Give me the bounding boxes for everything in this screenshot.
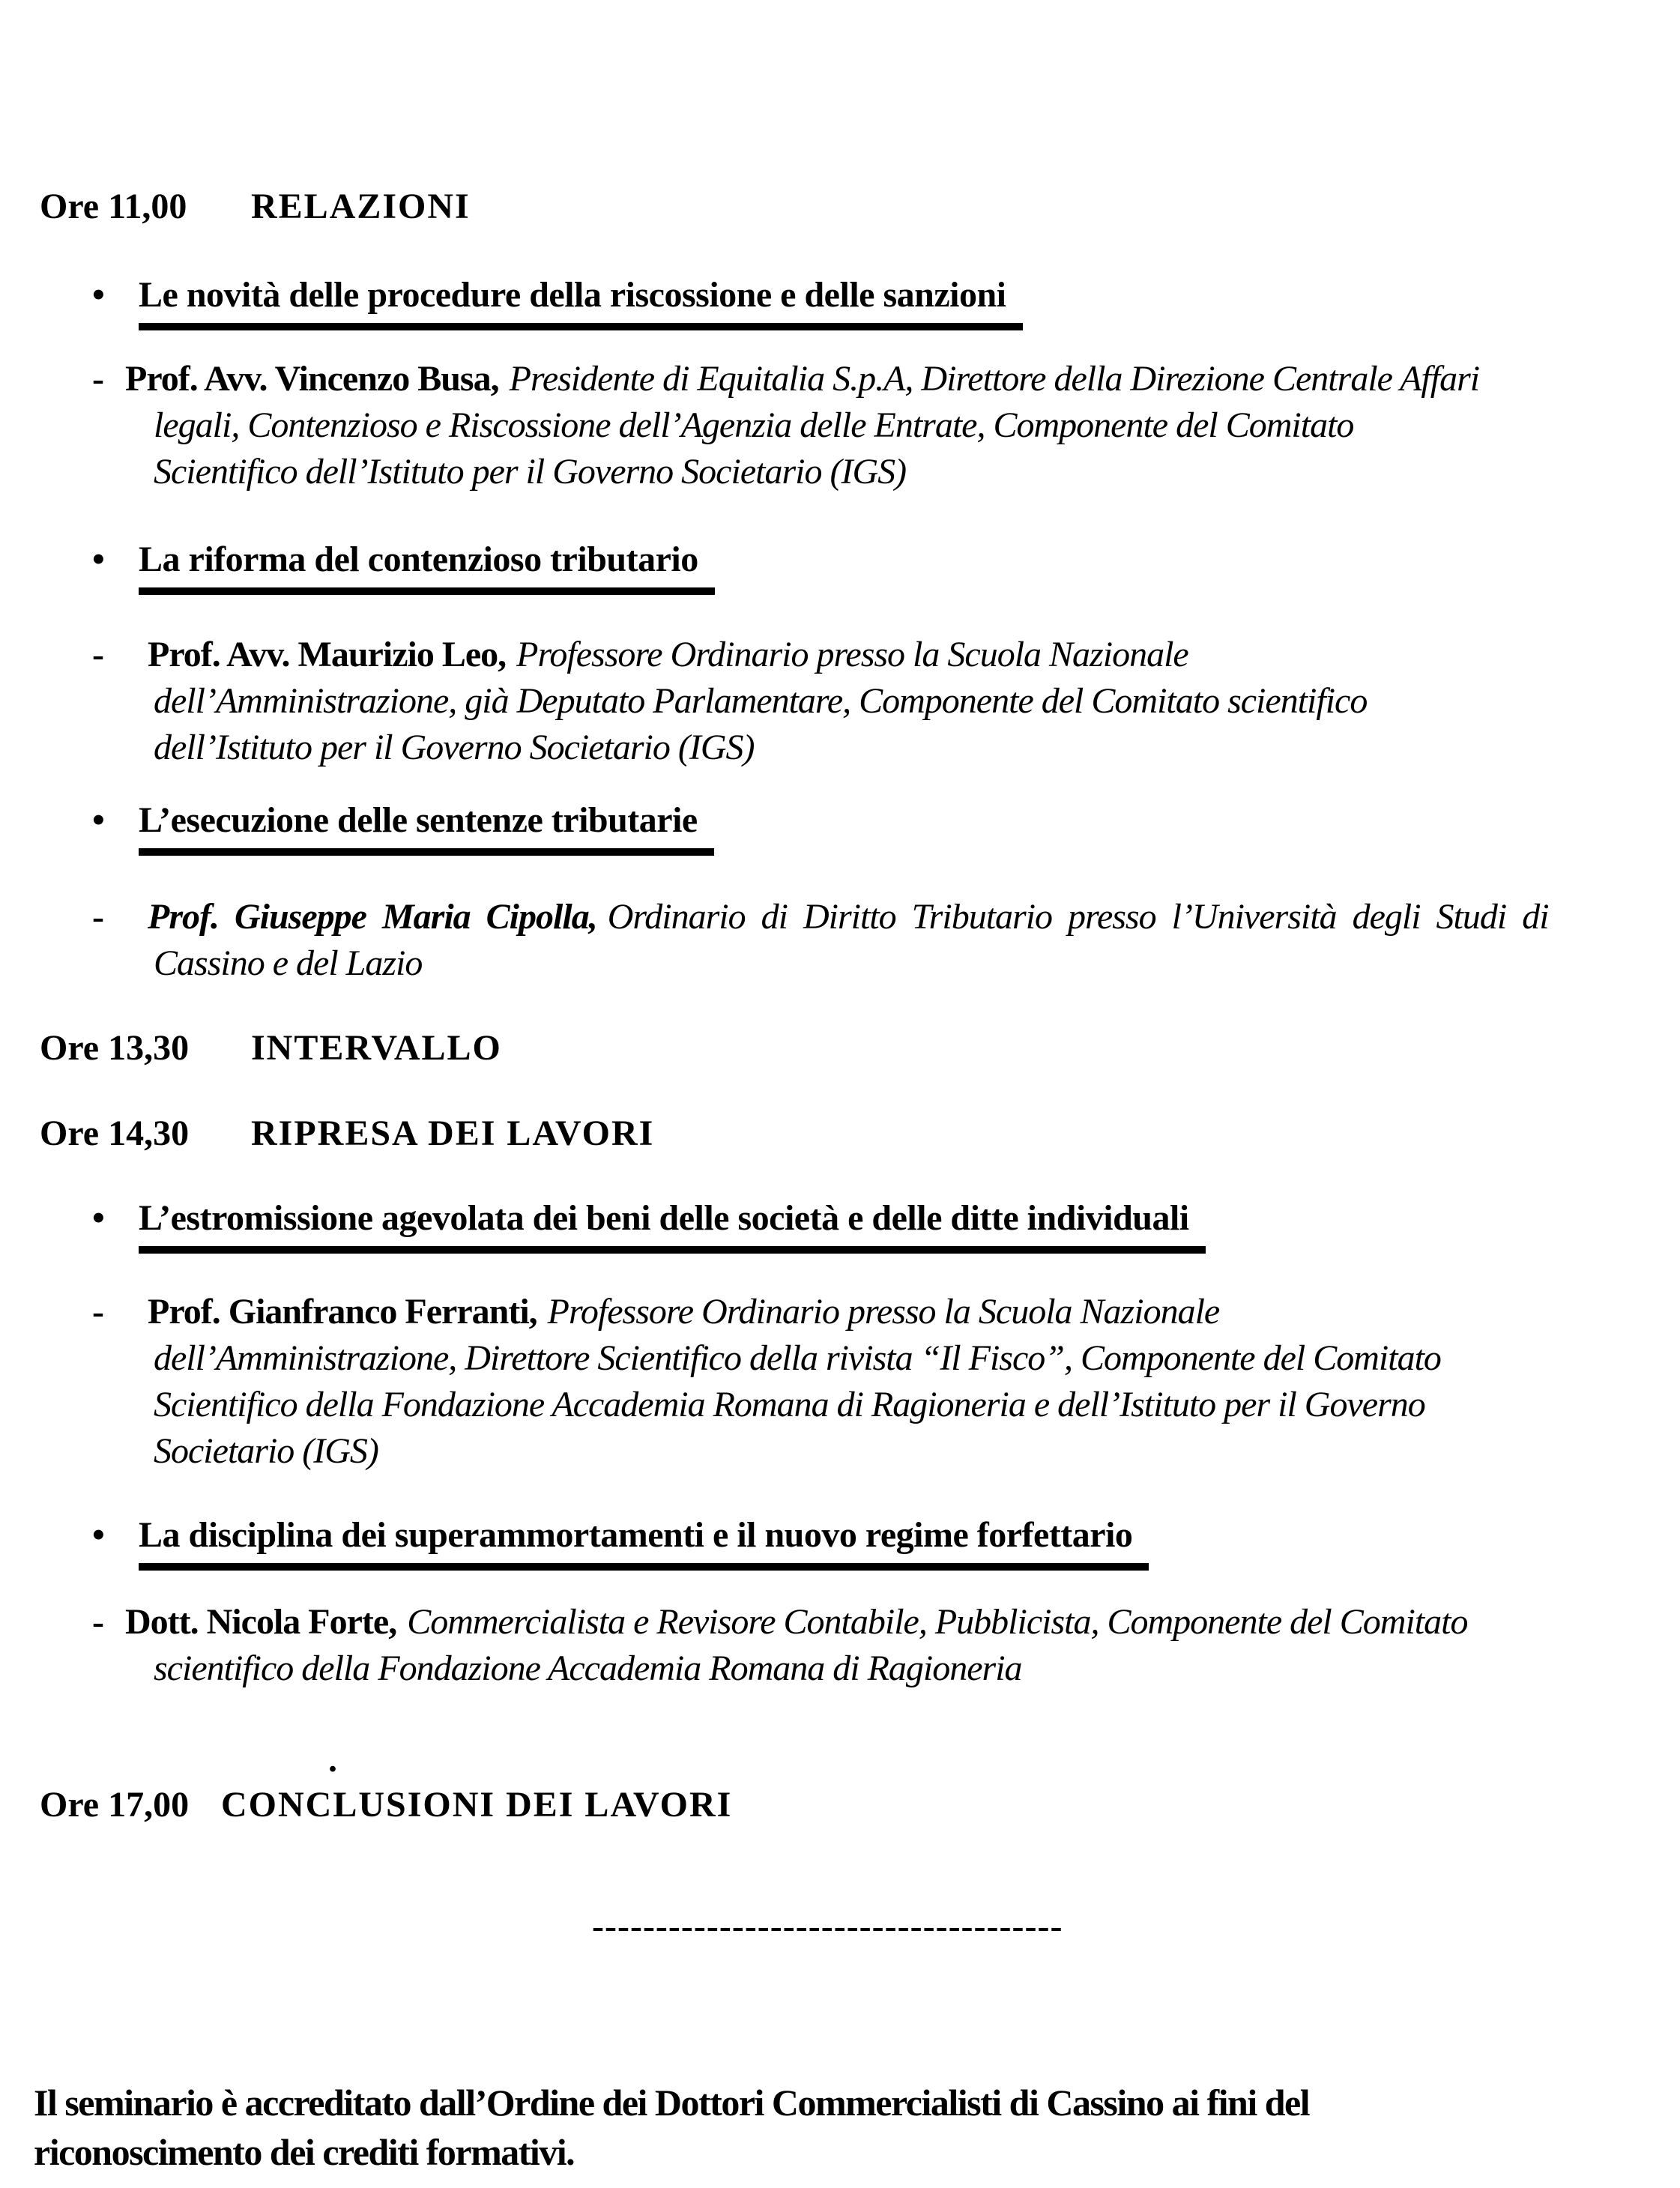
topic-esecuzione-sentenze bbox=[92, 797, 714, 856]
session-label: RIPRESA DEI LAVORI bbox=[251, 1113, 655, 1153]
topic-riforma-contenzioso bbox=[92, 537, 715, 595]
speaker-credentials: dell’Amministrazione, già Deputato Parlamentare, Componente del Comitato scientifico bbox=[154, 681, 1368, 721]
speaker-credentials: Ordinario di Diritto Tributario presso l’Università degli Studi di bbox=[607, 897, 1549, 937]
speaker-credentials: Professore Ordinario presso la Scuola Nazionale bbox=[516, 635, 1188, 674]
topic-title: L’esecuzione delle sentenze tributarie bbox=[139, 797, 714, 856]
speaker-name: Prof. Gianfranco Ferranti, bbox=[148, 1292, 537, 1332]
speaker-nicola-forte bbox=[92, 1599, 1647, 1692]
topic-title: L’estromissione agevolata dei beni delle società e delle ditte individuali bbox=[139, 1195, 1206, 1254]
schedule-row-conclusioni bbox=[40, 1782, 732, 1828]
bullet-icon: • bbox=[92, 275, 105, 315]
topic-title: Le novità delle procedure della riscossione e delle sanzioni bbox=[139, 272, 1023, 330]
topic-title: La disciplina dei superammortamenti e il nuovo regime forfettario bbox=[139, 1512, 1149, 1571]
speaker-name: Dott. Nicola Forte, bbox=[125, 1602, 397, 1642]
speaker-line bbox=[92, 1289, 1647, 1335]
speaker-credentials: Societario (IGS) bbox=[154, 1431, 378, 1471]
schedule-row-relazioni bbox=[40, 184, 471, 230]
bullet-icon: • bbox=[92, 1198, 105, 1238]
list-dash-icon: - bbox=[92, 897, 104, 937]
schedule-row-intervallo bbox=[40, 1025, 502, 1072]
speaker-credentials: Professore Ordinario presso la Scuola Nazionale bbox=[547, 1292, 1220, 1332]
speaker-name: Prof. Giuseppe Maria Cipolla, bbox=[148, 897, 597, 937]
list-dash-icon: - bbox=[92, 359, 104, 399]
topic-title: La riforma del contenzioso tributario bbox=[139, 537, 715, 595]
speaker-credentials: Presidente di Equitalia S.p.A, Direttore della Direzione Centrale Affari bbox=[509, 359, 1480, 399]
list-dash-icon: - bbox=[92, 1292, 104, 1332]
list-dash-icon: - bbox=[92, 635, 104, 674]
speaker-credentials: scientifico della Fondazione Accademia Romana di Ragioneria bbox=[154, 1648, 1022, 1688]
speaker-gianfranco-ferranti bbox=[92, 1289, 1647, 1475]
accreditation-note-line: Il seminario è accreditato dall’Ordine dei Dottori Commercialisti di Cassino ai fini del bbox=[34, 2082, 1310, 2124]
topic-riscossione-sanzioni bbox=[92, 272, 1023, 330]
bullet-icon: • bbox=[92, 1515, 105, 1555]
speaker-name: Prof. Avv. Vincenzo Busa, bbox=[125, 359, 499, 399]
speaker-maurizio-leo bbox=[92, 632, 1647, 771]
bullet-icon: • bbox=[92, 800, 105, 840]
accreditation-note-line: riconoscimento dei crediti formativi. bbox=[34, 2131, 575, 2173]
speaker-credentials: Scientifico della Fondazione Accademia Romana di Ragioneria e dell’Istituto per il Governo bbox=[154, 1385, 1425, 1424]
topic-superammortamenti-forfettario bbox=[92, 1512, 1149, 1571]
stray-period-mark: . bbox=[328, 1740, 337, 1780]
speaker-vincenzo-busa bbox=[92, 356, 1647, 495]
speaker-name: Prof. Avv. Maurizio Leo, bbox=[148, 635, 507, 674]
speaker-credentials: legali, Contenzioso e Riscossione dell’Agenzia delle Entrate, Componente del Comitato bbox=[154, 405, 1354, 445]
topic-estromissione-agevolata bbox=[92, 1195, 1206, 1254]
speaker-credentials: dell’Amministrazione, Direttore Scientifico della rivista “Il Fisco”, Componente del Comitato bbox=[154, 1338, 1441, 1378]
speaker-credentials: Commercialista e Revisore Contabile, Pubblicista, Componente del Comitato bbox=[407, 1602, 1468, 1642]
speaker-line bbox=[92, 632, 1647, 678]
speaker-giuseppe-maria-cipolla bbox=[92, 894, 1647, 987]
session-time: Ore 17,00 bbox=[40, 1785, 190, 1825]
session-label: INTERVALLO bbox=[251, 1028, 502, 1068]
bullet-icon: • bbox=[92, 540, 105, 579]
accreditation-note bbox=[34, 2078, 1309, 2177]
speaker-credentials: Cassino e del Lazio bbox=[154, 943, 423, 983]
list-dash-icon: - bbox=[92, 1602, 104, 1642]
dashed-separator: ------------------------------------- bbox=[592, 1906, 1063, 1946]
session-time: Ore 13,30 bbox=[40, 1028, 190, 1068]
speaker-credentials: Scientifico dell’Istituto per il Governo Societario (IGS) bbox=[154, 452, 907, 492]
session-time: Ore 11,00 bbox=[40, 187, 187, 226]
speaker-line bbox=[92, 1599, 1647, 1645]
session-label: RELAZIONI bbox=[251, 187, 471, 226]
session-time: Ore 14,30 bbox=[40, 1113, 190, 1153]
schedule-row-ripresa-lavori bbox=[40, 1110, 654, 1157]
speaker-credentials: dell’Istituto per il Governo Societario (IGS) bbox=[154, 728, 755, 767]
speaker-line bbox=[92, 356, 1647, 402]
session-label: CONCLUSIONI DEI LAVORI bbox=[221, 1785, 733, 1825]
speaker-line bbox=[92, 894, 1647, 940]
